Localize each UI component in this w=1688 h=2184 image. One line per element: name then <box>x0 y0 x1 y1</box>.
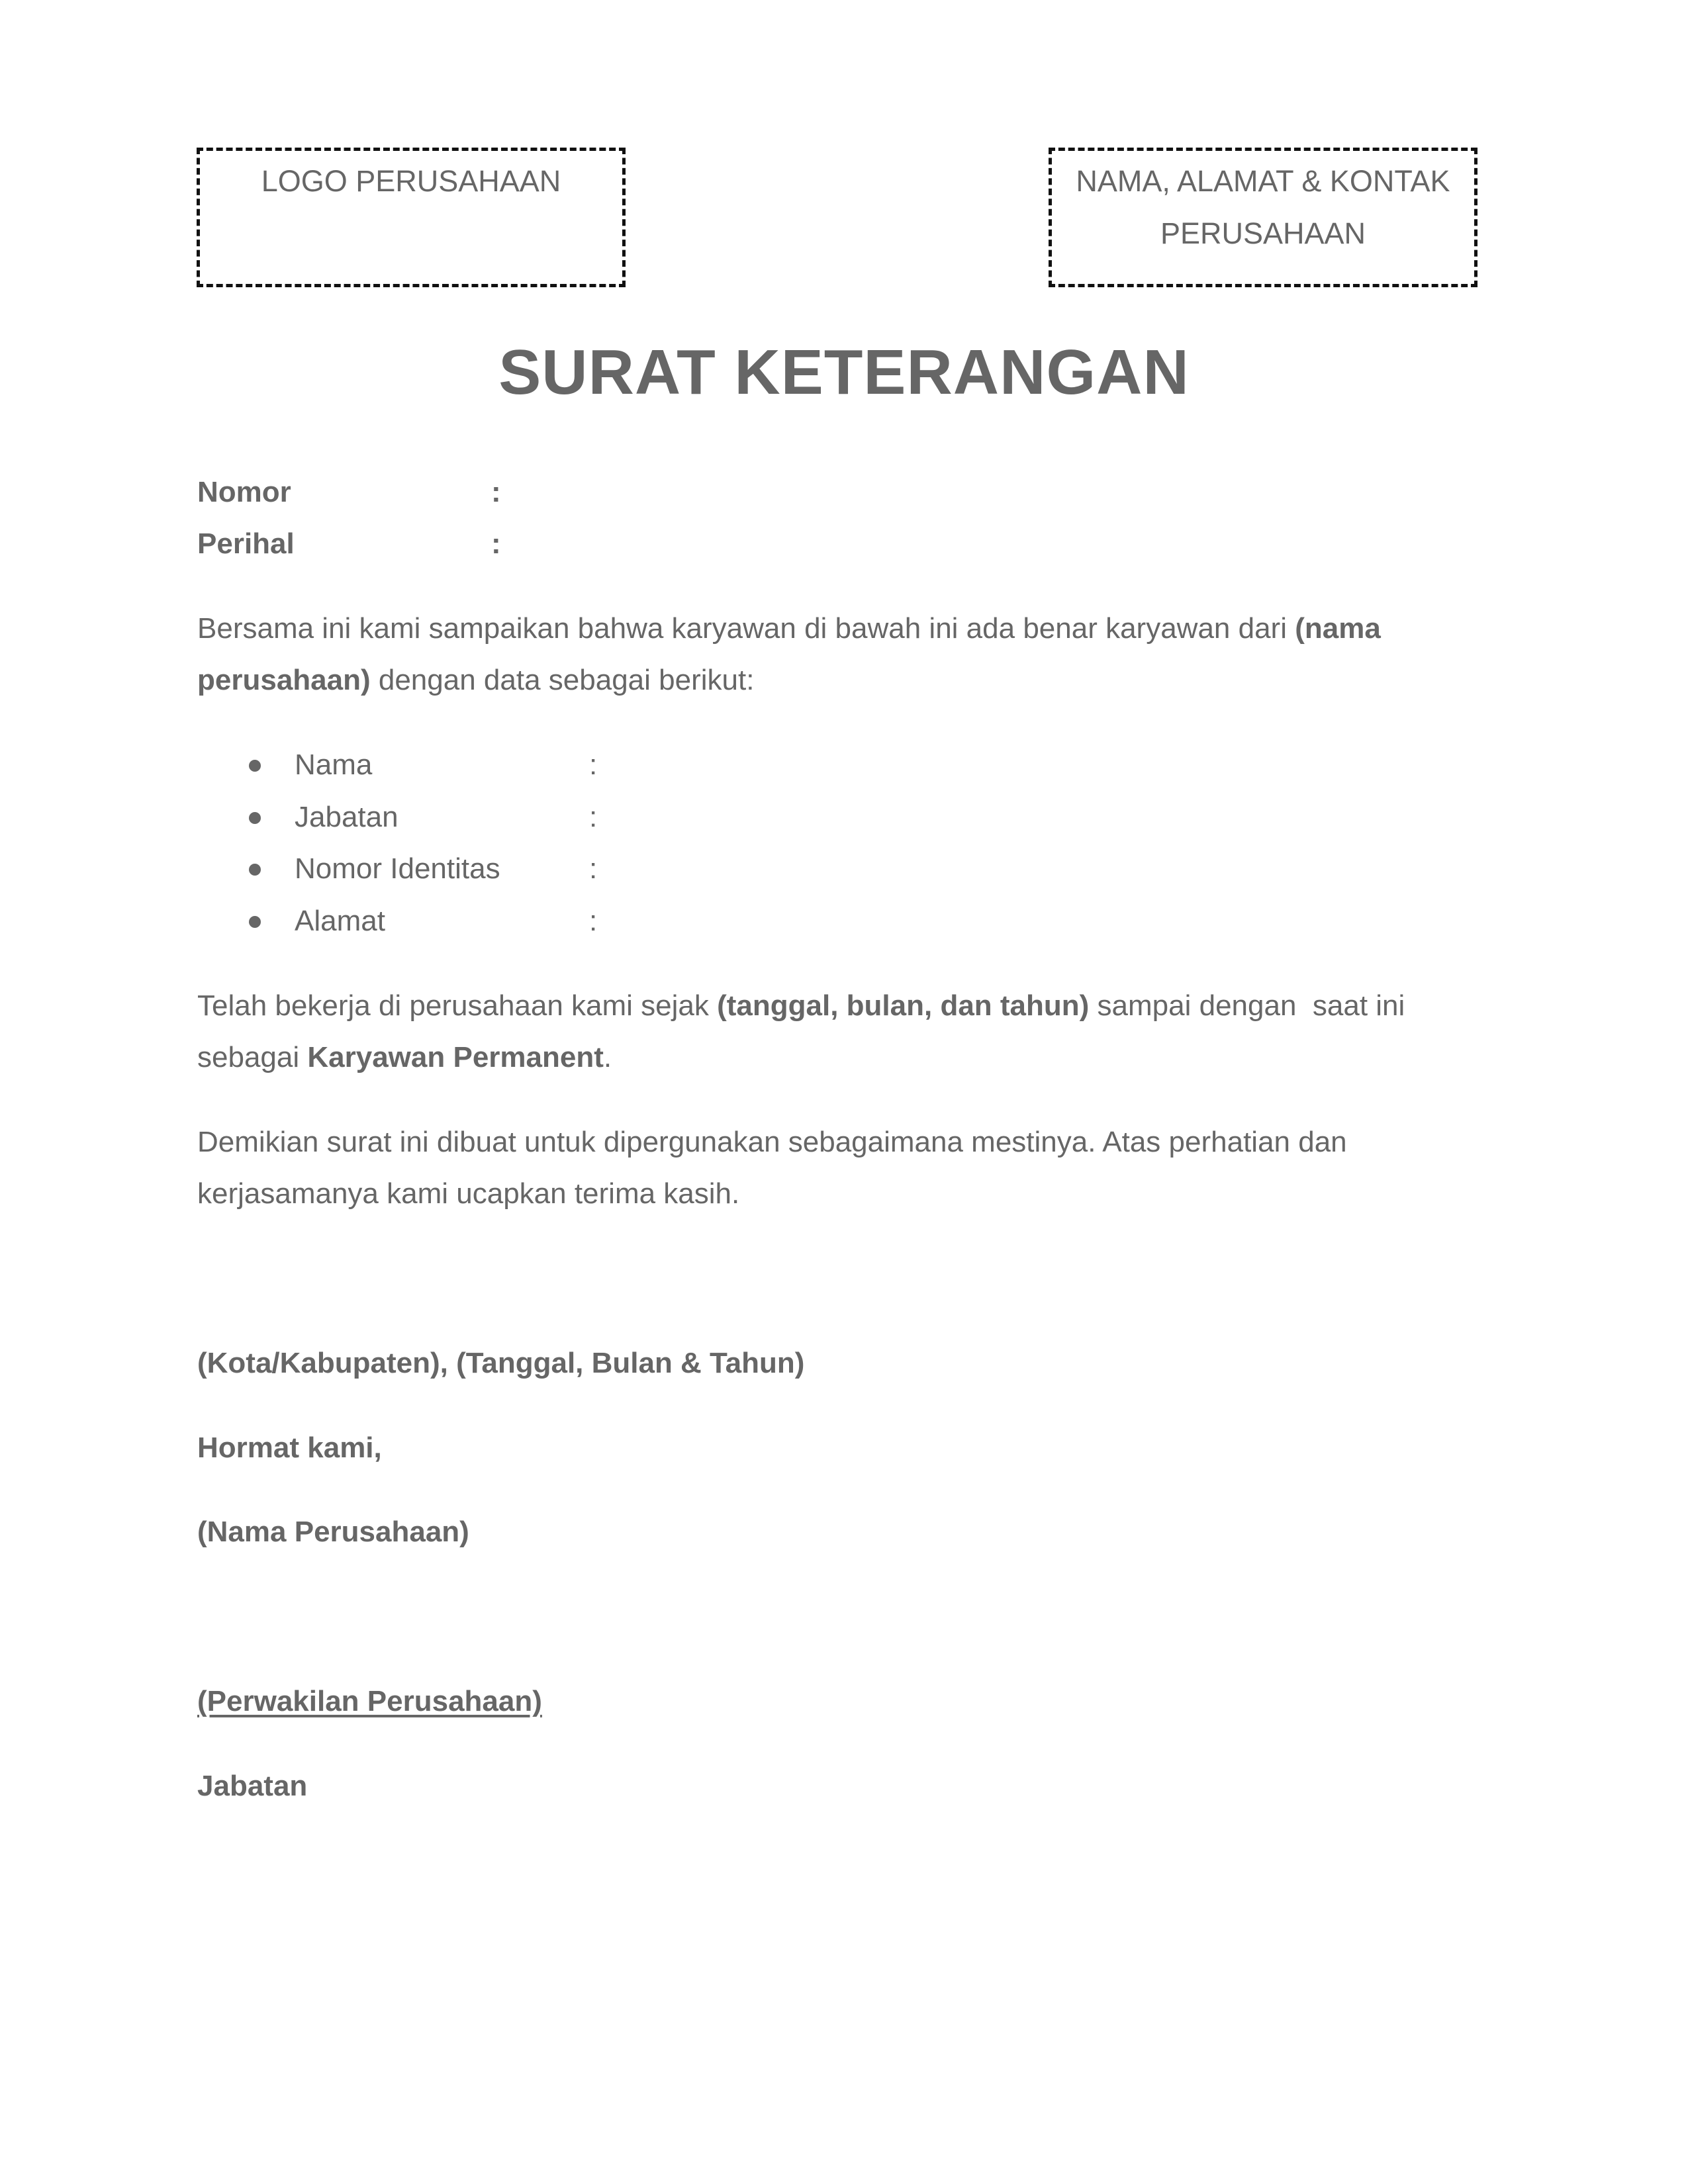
representative-name: (Perwakilan Perusahaan) <box>197 1685 542 1717</box>
field-label-nama: Nama <box>295 749 373 781</box>
perihal-colon: : <box>491 527 501 560</box>
closing-line-1: Demikian surat ini dibuat untuk dipergunakan sebagaimana mestinya. Atas perhatian dan <box>197 1126 1347 1158</box>
company-name-placeholder: (Nama Perusahaan) <box>197 1516 469 1548</box>
intro-company-placeholder-cont: perusahaan) <box>197 664 371 696</box>
employment-line-1 <box>197 989 1405 1023</box>
employment-date-placeholder: (tanggal, bulan, dan tahun) <box>717 989 1090 1022</box>
intro-line-2 <box>197 663 754 698</box>
place-date: (Kota/Kabupaten), (Tanggal, Bulan & Tahun) <box>197 1347 805 1379</box>
field-colon: : <box>589 749 598 781</box>
employment-text: Telah bekerja di perusahaan kami sejak <box>197 989 718 1022</box>
field-colon: : <box>589 905 598 937</box>
intro-text: Bersama ini kami sampaikan bahwa karyawan di bawah ini ada benar karyawan dari <box>197 612 1295 645</box>
nomor-colon: : <box>491 476 501 508</box>
logo-placeholder-text: LOGO PERUSAHAAN <box>261 164 561 198</box>
nomor-label: Nomor <box>197 476 291 508</box>
bullet-icon <box>249 864 261 876</box>
document-title: SURAT KETERANGAN <box>498 337 1190 408</box>
employment-text-sebagai: sebagai <box>197 1041 308 1073</box>
intro-line-1 <box>197 612 1381 646</box>
bullet-icon <box>249 760 261 772</box>
intro-company-placeholder: (nama <box>1295 612 1381 645</box>
company-info-line1: NAMA, ALAMAT & KONTAK <box>1076 164 1450 198</box>
employment-status: Karyawan Permanent <box>307 1041 604 1073</box>
representative-position: Jabatan <box>197 1770 308 1802</box>
period: . <box>603 1041 612 1073</box>
bullet-icon <box>249 812 261 824</box>
field-label-nomor-identitas: Nomor Identitas <box>295 852 500 885</box>
closing-line-2: kerjasamanya kami ucapkan terima kasih. <box>197 1177 740 1210</box>
intro-text-cont: dengan data sebagai berikut: <box>370 664 755 696</box>
field-colon: : <box>589 852 598 885</box>
perihal-label: Perihal <box>197 527 295 560</box>
employment-line-2 <box>197 1040 612 1075</box>
company-info-box <box>1049 148 1477 287</box>
field-label-jabatan: Jabatan <box>295 801 399 833</box>
field-label-alamat: Alamat <box>295 905 385 937</box>
regards: Hormat kami, <box>197 1432 382 1464</box>
employment-text-cont: sampai dengan saat ini <box>1089 989 1405 1022</box>
company-info-line2: PERUSAHAAN <box>1160 216 1366 250</box>
field-colon: : <box>589 801 598 833</box>
bullet-icon <box>249 916 261 928</box>
logo-placeholder-box <box>197 148 626 287</box>
